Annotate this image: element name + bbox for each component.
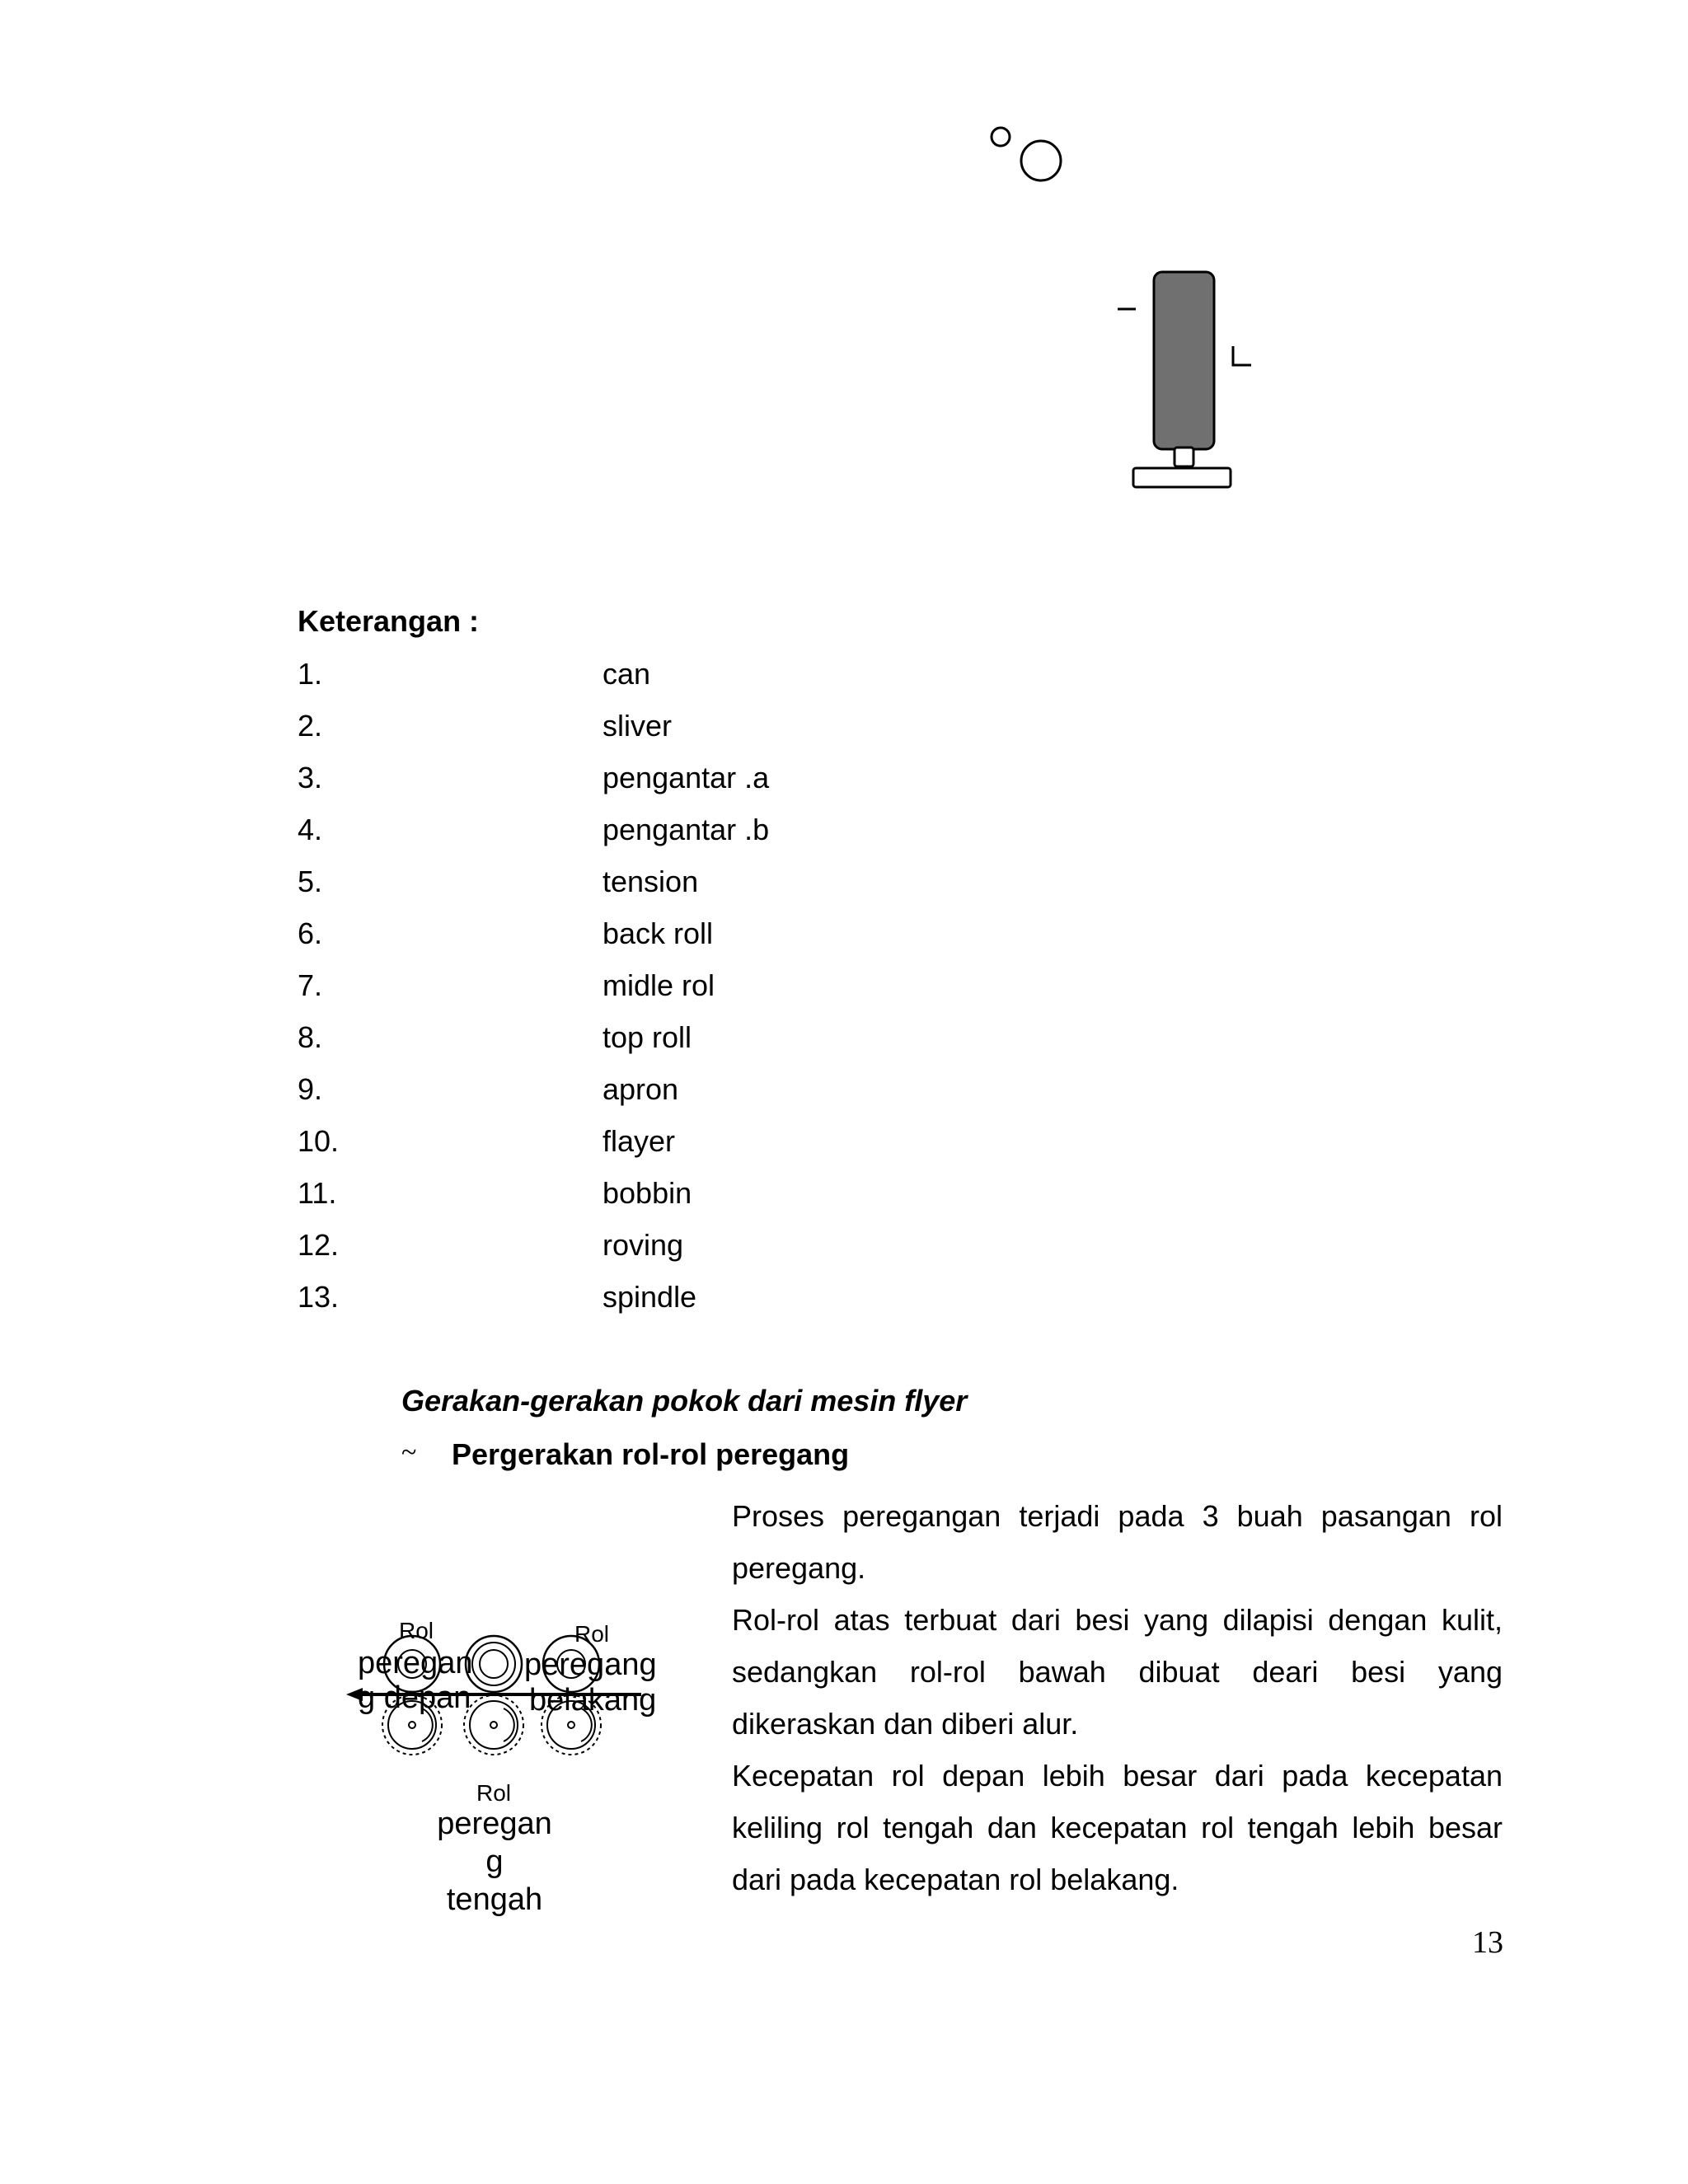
legend-label: sliver xyxy=(603,709,673,743)
legend-list xyxy=(298,655,1039,1330)
body-text xyxy=(732,1490,1503,1905)
middle-roller-label-small: Rol xyxy=(476,1780,512,1806)
bullet-tilde: ~ xyxy=(401,1437,417,1468)
subsection-heading: Pergerakan rol-rol peregang xyxy=(452,1437,850,1471)
top-roller-middle xyxy=(466,1636,522,1692)
small-bubble xyxy=(992,128,1010,146)
legend-label: spindle xyxy=(603,1280,697,1314)
legend-item xyxy=(298,655,1039,707)
legend-label: tension xyxy=(603,865,699,898)
legend-item xyxy=(298,707,1039,759)
legend-item xyxy=(298,1226,1039,1278)
large-bubble xyxy=(1021,141,1061,180)
legend-number: 1. xyxy=(298,657,323,691)
front-roller-label-line2: g depan xyxy=(358,1680,471,1715)
legend-number: 9. xyxy=(298,1072,323,1106)
legend-label: top roll xyxy=(603,1020,692,1054)
bobbin-body xyxy=(1154,272,1214,449)
corner-mark xyxy=(1233,346,1251,365)
paragraph: Proses peregangan terjadi pada 3 buah pasangan rol peregang. xyxy=(732,1499,1503,1585)
legend-label: roving xyxy=(603,1228,684,1262)
front-roller-label-small: Rol xyxy=(399,1618,434,1643)
legend-label: can xyxy=(603,657,651,691)
legend-number: 2. xyxy=(298,709,323,743)
legend-label: midle rol xyxy=(603,968,715,1002)
legend-label: flayer xyxy=(603,1124,676,1158)
legend-number: 7. xyxy=(298,968,323,1002)
legend-title: Keterangan : xyxy=(298,604,480,638)
front-roller-label-line1: peregan xyxy=(358,1646,473,1680)
spindle-base xyxy=(1133,468,1231,487)
back-roller-label-line1: peregang xyxy=(524,1647,657,1682)
legend-number: 13. xyxy=(298,1280,340,1314)
legend-label: back roll xyxy=(603,916,714,950)
legend-item xyxy=(298,1278,1039,1330)
legend-item xyxy=(298,1174,1039,1226)
legend-number: 4. xyxy=(298,813,323,846)
legend-label: pengantar .a xyxy=(603,761,770,794)
legend-label: bobbin xyxy=(603,1176,692,1210)
legend-number: 11. xyxy=(298,1176,337,1210)
legend-item xyxy=(298,759,1039,811)
legend-item xyxy=(298,915,1039,967)
middle-roller-label-line1: peregan xyxy=(437,1807,552,1841)
legend-item xyxy=(298,863,1039,915)
legend-label: pengantar .b xyxy=(603,813,770,846)
legend-item xyxy=(298,811,1039,863)
legend-item xyxy=(298,967,1039,1019)
middle-roller-label-line2: g xyxy=(485,1844,504,1879)
bubbles-illustration xyxy=(981,120,1071,190)
spindle-neck xyxy=(1175,448,1193,466)
legend-number: 12. xyxy=(298,1228,340,1262)
paragraph: Rol-rol atas terbuat dari besi yang dilapisi dengan kulit, sedangkan rol-rol bawah dibuat deari besi yang dikeraskan dan diberi alur. xyxy=(732,1603,1503,1741)
legend-number: 3. xyxy=(298,761,323,794)
legend-number: 6. xyxy=(298,916,323,950)
page-number: 13 xyxy=(1472,1925,1503,1960)
back-roller-label-small: Rol xyxy=(574,1621,610,1647)
section-heading: Gerakan-gerakan pokok dari mesin flyer xyxy=(401,1384,968,1418)
bobbin-spindle-illustration xyxy=(1113,264,1261,494)
legend-item xyxy=(298,1122,1039,1174)
legend-item xyxy=(298,1019,1039,1071)
legend-item xyxy=(298,1071,1039,1122)
legend-number: 8. xyxy=(298,1020,323,1054)
bottom-roller-middle xyxy=(464,1695,523,1755)
legend-label: apron xyxy=(603,1072,679,1106)
paragraph: Kecepatan rol depan lebih besar dari pada kecepatan keliling rol tengah dan kecepatan rol tengah lebih besar dari pada kecepatan rol belakang. xyxy=(732,1759,1503,1896)
middle-roller-label-line3: tengah xyxy=(446,1882,543,1917)
legend-number: 5. xyxy=(298,865,323,898)
legend-number: 10. xyxy=(298,1124,340,1158)
back-roller-label-line2: belakang xyxy=(529,1683,657,1718)
